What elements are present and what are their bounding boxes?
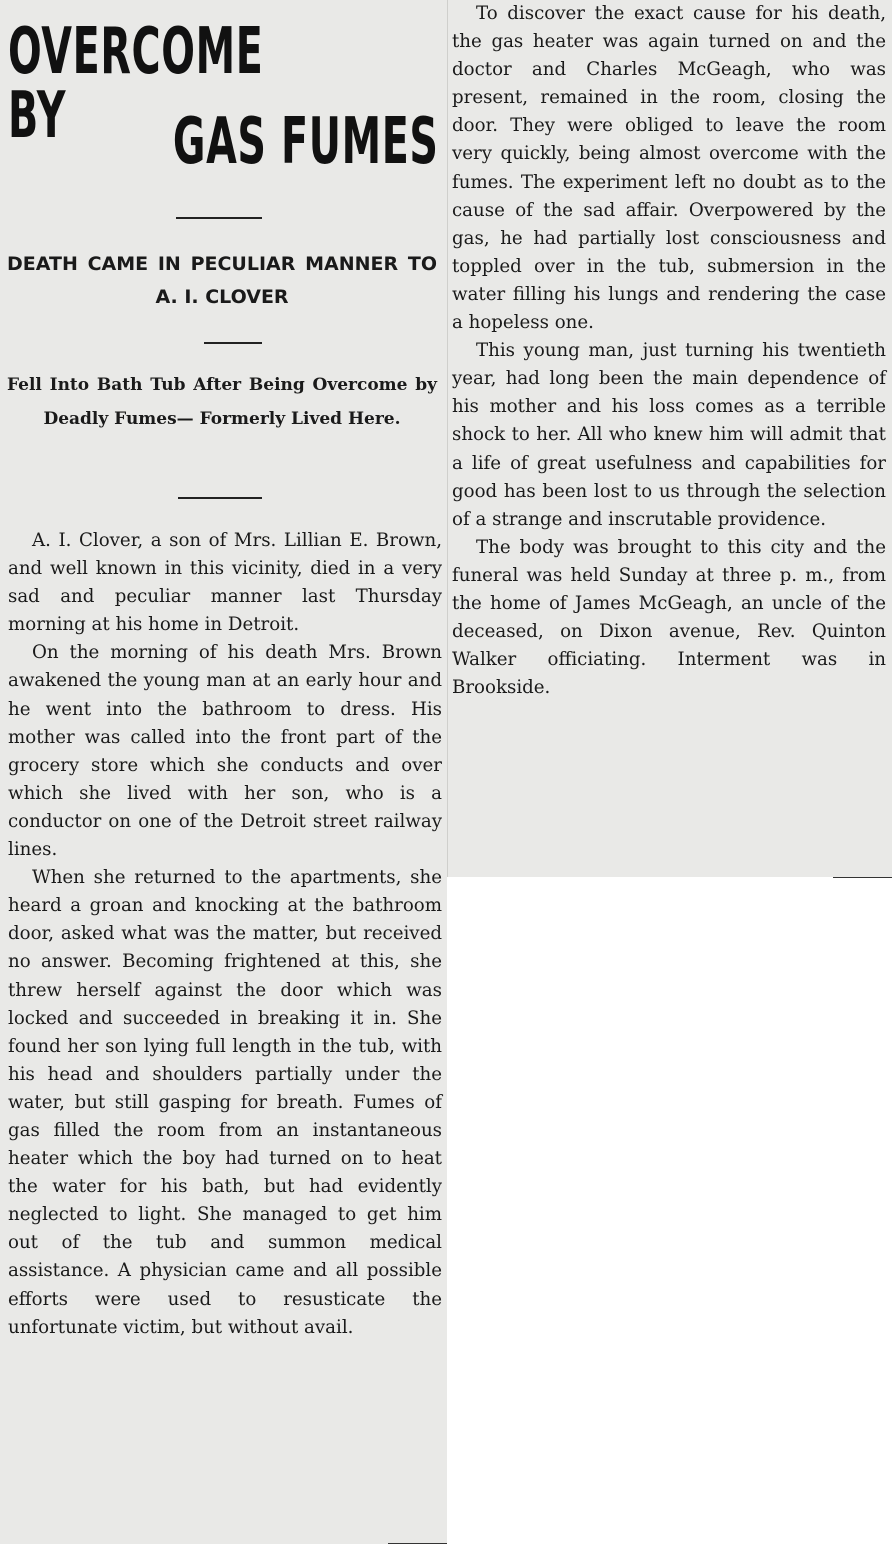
headline-line-2: GAS FUMES (173, 105, 439, 179)
right-column (447, 0, 892, 877)
deck-primary: DEATH CAME IN PECULIAR MANNER TO A. I. CLOVER (7, 253, 437, 308)
paragraph: This young man, just turning his twentieth year, had long been the main dependence of his mother and his loss comes as a terrible shock to her. All who knew him will admit that a life of great usefulness and capabilities for good has been lost to us through the selection of a strange and inscrutable providence. (452, 340, 886, 530)
headline-line-1: OVERCOME BY (8, 15, 264, 153)
paragraph: On the morning of his death Mrs. Brown awakened the young man at an early hour and he went into the bathroom to dress. His mother was called into the front part of the grocery store which she conducts and over which she lived with her son, who is a conductor on one of the Detroit street railway lines. (8, 642, 442, 861)
right-body (452, 0, 886, 702)
left-body (8, 527, 442, 1342)
deck-secondary: Fell Into Bath Tub After Being Overcome by Deadly Fumes— Formerly Lived Here. (7, 375, 437, 429)
headline-divider (176, 217, 262, 219)
paragraph: To discover the exact cause for his death, the gas heater was again turned on and the doctor and Charles McGeagh, who was present, remained in the room, closing the door. They were obliged to leave the room very quickly, being almost overcome with the fumes. The experiment left no doubt as to the cause of the sad affair. Overpowered by the gas, he had partially lost consciousness and toppled over in the tub, submersion in the water filling his lungs and rendering the case a hopeless one. (452, 3, 886, 334)
column-end-rule (833, 877, 892, 878)
body-divider (178, 497, 262, 499)
paragraph: A. I. Clover, a son of Mrs. Lillian E. Brown, and well known in this vicinity, died in a very sad and peculiar manner last Thursday morning at his home in Detroit. (8, 530, 442, 636)
paragraph: The body was brought to this city and the funeral was held Sunday at three p. m., from the home of James McGeagh, an uncle of the deceased, on Dixon avenue, Rev. Quinton Walker officiating. Interment was in Brookside. (452, 536, 886, 699)
deck-divider (204, 342, 262, 344)
paragraph: When she returned to the apartments, she heard a groan and knocking at the bathroom door, asked what was the matter, but received no answer. Becoming frightened at this, she threw herself against the door which was locked and succeeded in breaking it in. She found her son lying full length in the tub, with his head and shoulders partially under the water, but still gasping for breath. Fumes of gas filled the room from an instantaneous heater which the boy had turned on to heat the water for his bath, but had evidently neglected to light. She managed to get him out of the tub and summon medical assistance. A physician came and all possible efforts were used to resusticate the unfortunate victim, but without avail. (8, 867, 442, 1338)
